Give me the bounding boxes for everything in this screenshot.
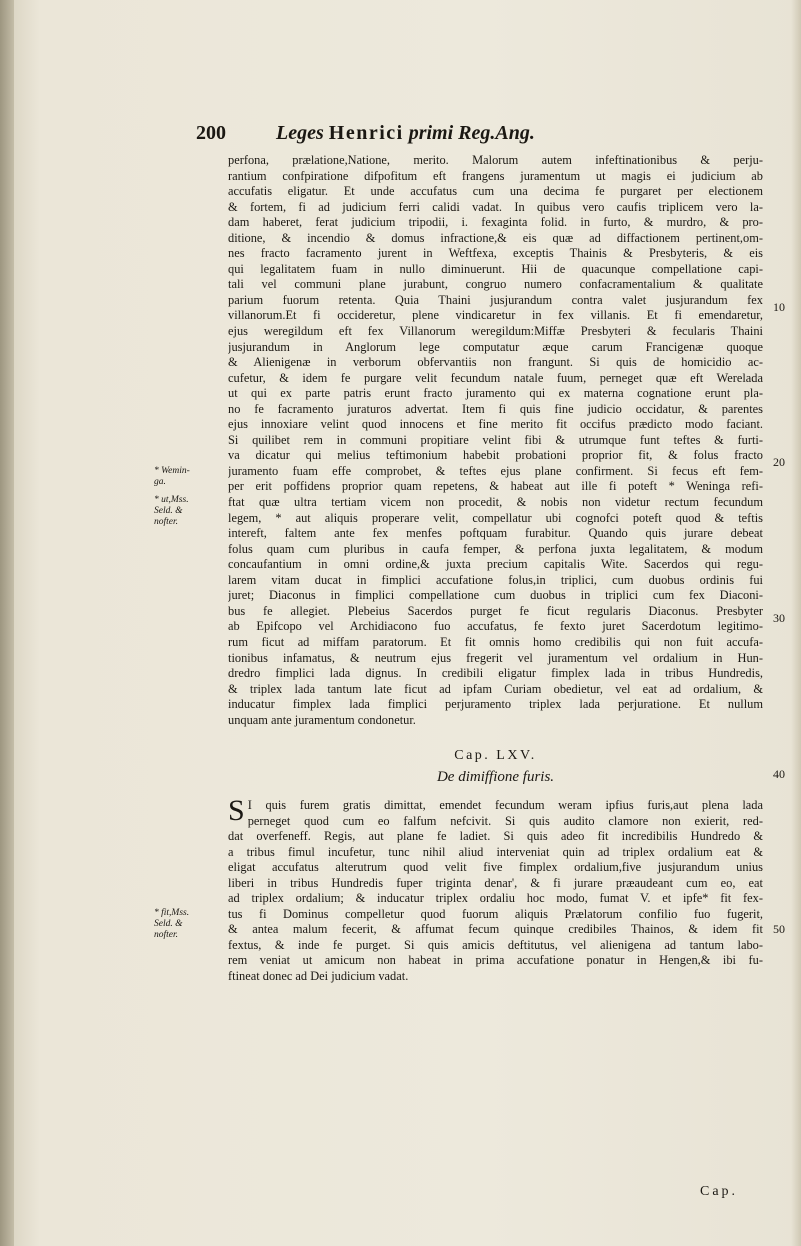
line-number-40: 40: [773, 767, 785, 781]
text-line: larem vitam ducat in fimplici accufatione folus,in triplici, cum duobus ordinis fui: [228, 572, 763, 587]
text-line: & antea malum fecerit, & affumat fecum quinque credibiles Thainos, & idem fit: [228, 922, 763, 937]
text-line: ab Epifcopo vel Archidiacono fuo accufatus, fe fexto juret Sacerdotum legitimo-: [228, 619, 763, 634]
text-line: qui legalitatem fuam in nullo diminuerunt. Hii de quacunque compellatione capi-: [228, 261, 763, 276]
text-line: juramento fuam effe comprobet, & teftes ejus plane confirment. Si fecus eft fem-: [228, 463, 763, 478]
text-line: legem, * aut aliquis properare velit, compellatur ubi cognofci poteft quod & teftis: [228, 510, 763, 525]
marginal-note-line: * ut,Mss.: [154, 495, 189, 505]
text-line: unquam ante juramentum condonetur.: [228, 712, 416, 727]
text-line: dredro fimplici lada dignus. In credibili eligatur fimplex lada in tribus Hundredis,: [228, 666, 763, 681]
marginal-note-line: nofter.: [154, 930, 179, 940]
text-line: perfona, prælatione,Natione, merito. Malorum autem infeftinationibus & perju-: [228, 153, 763, 167]
text-line: concaufantium in omni ordine,& juxta precium capitalis Wite. Sacerdos qui regu-: [228, 557, 763, 572]
page-number: 200: [196, 122, 226, 144]
running-title-caps: Henrici: [328, 122, 404, 144]
text-line: accufatis eligatur. Et unde accufatus cum una decima fe purgaret per electionem: [228, 184, 763, 199]
line-number-50: 50: [773, 922, 785, 936]
text-line: I quis furem gratis dimittat, emendet fecundum weram ipfius furis,aut plena lada: [247, 798, 763, 812]
text-line: ejus innoxiare velint quod innocens et fine merito fit occifus prædicto modo faciant.: [228, 417, 763, 432]
text-line: folus quam cum pluribus in caufa femper, & perfona juxta legalitatem, & modum: [228, 541, 763, 556]
line-number-20: 20: [773, 455, 785, 469]
text-line: rem veniat ut amicum non habeat in prima accufatione ponatur in Hengen,& ibi fu-: [228, 953, 763, 968]
marginal-note-line: Seld. &: [154, 919, 183, 929]
text-line: rantium confpiratione difpofitum eft frangens juramentum ut magis ei judicium ab: [228, 168, 763, 183]
text-line: intereft, faltem ante fex menfes poftquam furabitur. Quando quis jurare debeat: [228, 526, 763, 541]
text-line: villanorum.Et fi occideretur, plene vindicaretur in fex villanis. Et fi emendaretur,: [228, 308, 763, 323]
main-text-paragraph-1: [228, 153, 763, 728]
text-line: liberi in tribus Hundredis fuper triginta denar', & fi jurare præaudeant cum eo, eat: [228, 875, 763, 890]
marginal-note-1: [154, 466, 190, 488]
chapter-title: De dimiffione furis.: [436, 769, 555, 785]
marginal-note-line: Seld. &: [154, 506, 183, 516]
running-title-suffix: primi Reg.Ang.: [408, 122, 535, 144]
marginal-note-line: * fit,Mss.: [154, 908, 190, 918]
text-line: a tribus fimul incufetur, tunc nihil aliud interveniat quin ad triplex ordalium eat &: [228, 844, 763, 859]
text-line: ut qui ex parte patris erunt fracto juramento qui ex materna cognatione erunt pla-: [228, 386, 763, 401]
text-line: ditione, & incendio & domus infractione,& eis quæ ad diffactionem pertinent,om-: [228, 230, 763, 245]
text-line: tus fi Dominus compelletur quod fuorum aliquis Prælatorum confilio fuo fugerit,: [228, 906, 763, 921]
text-line: perneget quod cum eo falfum nefcivit. Si quis audito clamore non exierit, red-: [247, 813, 763, 828]
marginal-note-line: * Wemin-: [154, 466, 190, 476]
marginal-note-3: [154, 908, 189, 941]
text-line: inducatur fimplex lada fimplici perjuramento triplex lada perjuratione. Et nullum: [228, 697, 763, 712]
text-line: parium fuorum retenta. Quia Thaini jusjurandum contra valet jusjurandum fex: [228, 292, 763, 307]
text-line: eligat accufatus alterutrum quod velit five fimplex ordalium,five jusjurandum unius: [228, 860, 763, 875]
drop-capital: S: [228, 794, 245, 827]
text-line: dam haberet, ferat judicium tripodii, i. fexaginta folid. in furto, & murdro, & pro-: [228, 215, 763, 230]
text-line: & Alienigenæ in verborum obfervantiis non frangunt. Si quis de homicidio ac-: [228, 355, 763, 370]
text-line: nes fracto facramento jurent in Weftfexa, exceptis Thainis & Presbyteris, & eis: [228, 246, 763, 261]
main-text-paragraph-2: [228, 794, 763, 985]
text-line: dat overfeneff. Regis, aut plane fe ladiet. Si quis adeo fit incredibilis Hundredo &: [228, 829, 763, 844]
text-line: tali vel communi plane jurabunt, congruo numero confacramentalium & qualitate: [228, 277, 763, 292]
marginal-note-line: nofter.: [154, 517, 179, 527]
binding-gutter: [0, 0, 14, 1246]
text-line: jusjurandum in Anglorum lege computatur æque carum Francigenæ quoque: [228, 339, 763, 354]
chapter-heading: Cap. LXV.: [454, 748, 537, 763]
text-line: Si quilibet rem in communi propitiare velint fibi & utrumque funt teftes & furti-: [228, 432, 763, 447]
text-line: ejus weregildum eft fex Villanorum weregildum:Miffæ Presbyteri & fecularis Thaini: [228, 324, 763, 339]
page-edge: [791, 0, 801, 1246]
text-line: & fortem, fi ad judicium ferri calidi vadat. In quibus vero caufis triplicem vero la-: [228, 199, 763, 214]
line-number-30: 30: [773, 611, 785, 625]
marginal-note-line: ga.: [154, 477, 166, 487]
text-line: tionibus infamatus, & neutrum ejus fregerit vel juramentum vel ordalium in Hun-: [228, 650, 763, 665]
text-line: fextus, & inde fe purget. Si quis amicis deftitutus, vel alienigena ad tantum labo-: [228, 937, 763, 952]
catchword: Cap.: [700, 1184, 739, 1199]
text-line: ftat quæ ultra tertiam vicem non procedit, & nobis non videtur rectum fecundum: [228, 495, 763, 510]
text-line: ftineat donec ad Dei judicium vadat.: [228, 969, 409, 984]
text-line: cufetur, & idem fe purgare velit fecundum natale fuum, perneget quæ eft Werelada: [228, 370, 763, 385]
marginal-note-2: [154, 495, 189, 528]
text-line: & triplex lada tantum late ficut ad ipfam Curiam obedietur, vel eat ad ordalium, &: [228, 681, 763, 696]
text-line: ad triplex ordalium; & inducatur triplex ordaliu hoc modo, fumat V. et ipfe* fit fex-: [228, 891, 763, 906]
text-line: rum ficut ad miffam paratorum. Et fit omnis homo credibilis qui non fuit accufa-: [228, 634, 763, 649]
running-title-prefix: Leges: [276, 122, 324, 144]
text-line: per erit poffidens proprior quam repetens, & habeat aut ille fi poteft * Weninga refi-: [228, 479, 763, 494]
page-header: [196, 122, 796, 152]
running-title: [276, 122, 535, 145]
text-line: bus fe allegiet. Plebeius Sacerdos purget fe ficut regularis Diaconus. Presbyter: [228, 603, 763, 618]
text-line: va dicatur qui melius teftimonium habebit probationi proprior fit, & folus fracto: [228, 448, 763, 463]
text-line: juret; Diaconus in fimplici compellatione cum duobus in triplici cum fex Diaconi-: [228, 588, 763, 603]
line-number-10: 10: [773, 300, 785, 314]
text-line: no fe facramento juraturos advertat. Item fi quis fine judicio occidatur, & parentes: [228, 401, 763, 416]
